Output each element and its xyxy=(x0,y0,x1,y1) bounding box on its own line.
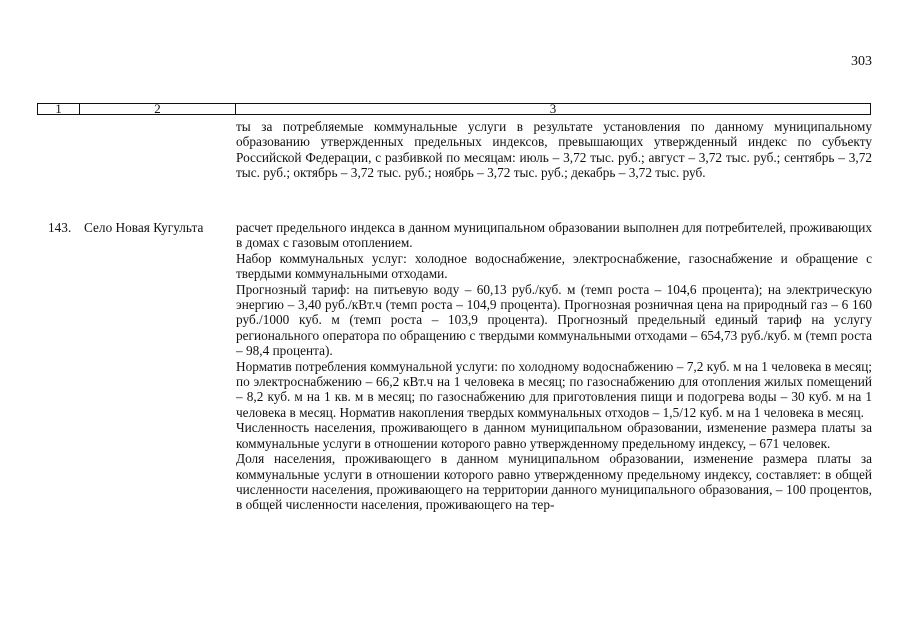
table-header-col-2: 2 xyxy=(80,104,236,114)
entry-paragraph: Прогнозный тариф: на питьевую воду – 60,13 руб./куб. м (темп роста – 104,6 процента); на электрическую энергию – 3,40 руб./кВт.ч (темп роста – 104,9 процента). Прогнозная розничная цена на природный газ – 6 160 руб./1000 куб. м (темп роста – 103,9 процента). Прогнозный предельный единый тариф на услугу регионального оператора по обращению с твердыми коммунальными отходами – 654,73 руб./куб. м (темп роста – 98,4 процента). xyxy=(236,281,872,359)
table-header-col-3: 3 xyxy=(549,101,557,116)
continuation-text xyxy=(236,119,872,181)
table-header-row xyxy=(37,103,871,115)
page-number: 303 xyxy=(851,54,872,69)
entry-paragraph: Численность населения, проживающего в данном муниципальном образовании, изменение размера платы за коммунальные услуги в отношении которого равно утвержденному предельному индексу, – 671 человек. xyxy=(236,420,872,451)
entry-paragraph: Доля населения, проживающего в данном муниципальном образовании, изменение размера платы за коммунальные услуги в отношении которого равно утвержденному предельному индексу, составляет: в общей численности населения, проживающего на территории данного муниципального образования, – 100 процентов, в общей численности населения, проживающего на тер- xyxy=(236,451,872,513)
entry-paragraph: Норматив потребления коммунальной услуги: по холодному водоснабжению – 7,2 куб. м на 1 человека в месяц; по электроснабжению – 66,2 кВт.ч на 1 человека в месяц; по газоснабжению для отопления жилых помещений – 8,2 куб. м на 1 кв. м в месяц; по газоснабжению для приготовления пищи и подогрева воды – 30 куб. м на 1 человека в месяц. Норматив накопления твердых коммунальных отходов – 1,5/12 куб. м на 1 человека в месяц. xyxy=(236,358,872,420)
entry-number: 143. xyxy=(48,220,72,235)
entry-name: Село Новая Кугульта xyxy=(84,220,204,235)
entry-paragraph: расчет предельного индекса в данном муниципальном образовании выполнен для потребителей, проживающих в домах с газовым отоплением. xyxy=(236,220,872,251)
entry-description xyxy=(236,220,872,513)
entry-paragraph: Набор коммунальных услуг: холодное водоснабжение, электроснабжение, газоснабжение и обращение с твердыми коммунальными отходами. xyxy=(236,250,872,282)
table-header-col-1: 1 xyxy=(38,104,80,114)
continuation-paragraph: ты за потребляемые коммунальные услуги в результате установления по данному муниципальному образованию утвержденных предельных индексов, превышающих утвержденный индекс по субъекту Российской Федерации, с разбивкой по месяцам: июль – 3,72 тыс. руб.; август – 3,72 тыс. руб.; сентябрь – 3,72 тыс. руб.; октябрь – 3,72 тыс. руб.; ноябрь – 3,72 тыс. руб.; декабрь – 3,72 тыс. руб. xyxy=(236,119,872,181)
